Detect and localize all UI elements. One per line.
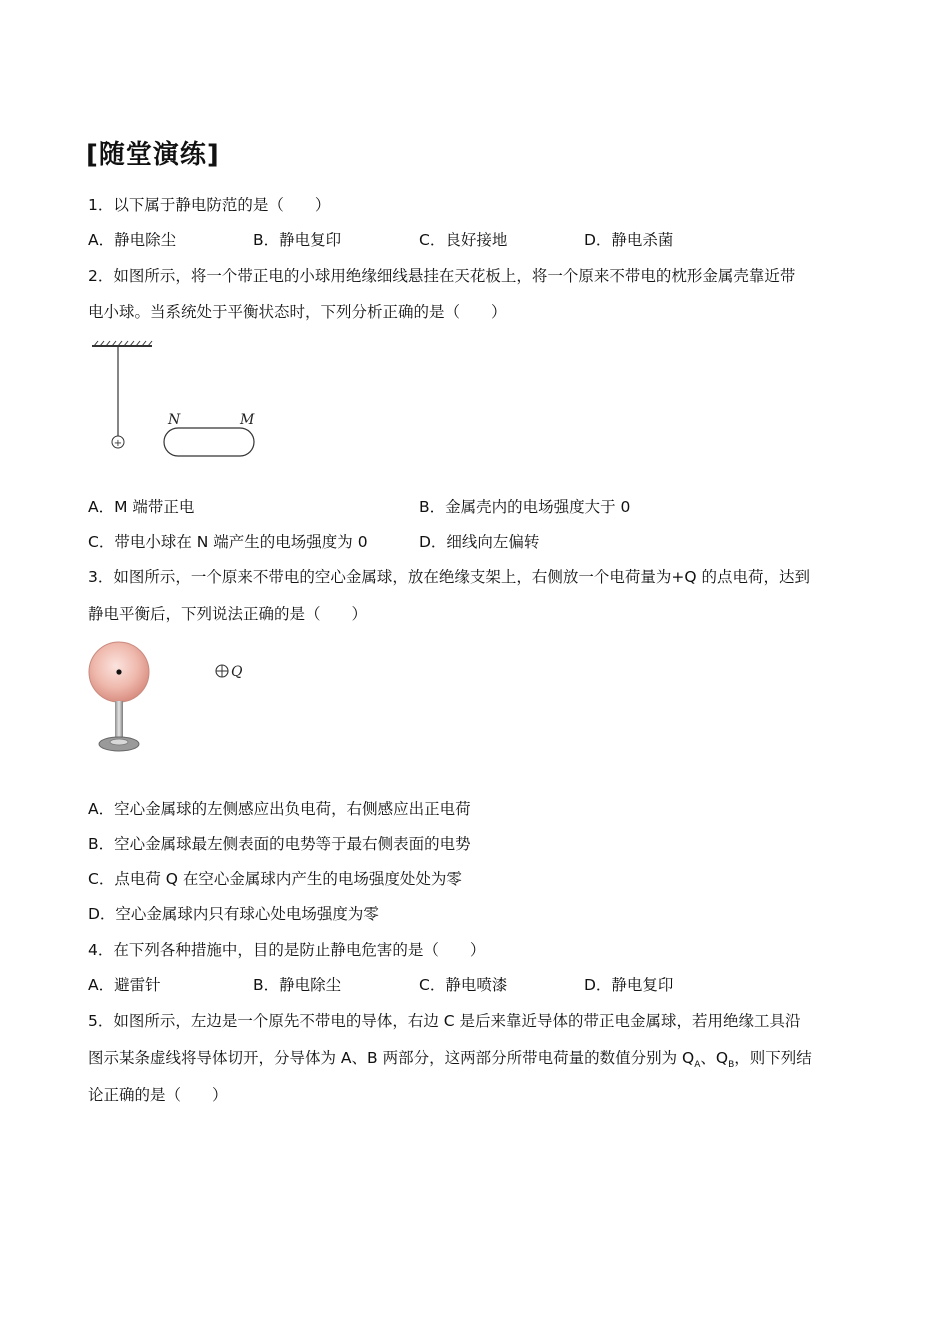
- q3-option-b: B．空心金属球最左侧表面的电势等于最右侧表面的电势: [88, 835, 471, 853]
- label-n: N: [168, 412, 181, 428]
- ceiling-hatch: [92, 341, 152, 346]
- q4-option-a: A．避雷针: [88, 976, 161, 994]
- q3-figure-hollow-sphere: [86, 638, 266, 760]
- q5-stem-line1: 5．如图所示，左边是一个原先不带电的导体，右边 C 是后来靠近导体的带正电金属球，若用绝缘工具沿: [88, 1012, 801, 1030]
- q2-option-a: A．M 端带正电: [88, 498, 195, 516]
- q3-stem-line1: 3．如图所示，一个原来不带电的空心金属球，放在绝缘支架上，右侧放一个电荷量为+Q 的点电荷，达到: [88, 568, 810, 586]
- q1-option-d: D．静电杀菌: [584, 231, 674, 249]
- svg-text:Q: Q: [231, 664, 243, 680]
- q2-figure-pendulum-and-shell: [88, 338, 268, 468]
- q3-stem-line2: 静电平衡后，下列说法正确的是（ ）: [88, 605, 368, 623]
- q4-option-c: C．静电喷漆: [419, 976, 508, 994]
- q1-option-a: A．静电除尘: [88, 231, 177, 249]
- section-title: [随堂演练]: [86, 140, 220, 170]
- sphere-center-dot: [116, 669, 121, 674]
- q4-stem: 4．在下列各种措施中，目的是防止静电危害的是（ ）: [88, 941, 486, 959]
- pillow-metal-shell: [164, 428, 254, 456]
- label-m: M: [240, 412, 255, 428]
- q2-option-c: C．带电小球在 N 端产生的电场强度为 0: [88, 533, 368, 551]
- q3-option-d: D．空心金属球内只有球心处电场强度为零: [88, 905, 379, 923]
- charged-ball: [112, 436, 124, 449]
- q3-option-c: C．点电荷 Q 在空心金属球内产生的电场强度处处为零: [88, 870, 462, 888]
- svg-text:+: +: [113, 438, 123, 449]
- q2-option-b: B．金属壳内的电场强度大于 0: [419, 498, 631, 516]
- q1-option-b: B．静电复印: [253, 231, 342, 249]
- q3-option-a: A．空心金属球的左侧感应出负电荷，右侧感应出正电荷: [88, 800, 471, 818]
- insulating-stand-rod: [115, 701, 123, 739]
- q1-option-c: C．良好接地: [419, 231, 508, 249]
- q5-stem-line3: 论正确的是（ ）: [88, 1086, 228, 1104]
- point-charge-q: [216, 664, 243, 680]
- q1-stem: 1．以下属于静电防范的是（ ）: [88, 196, 331, 214]
- q5-stem-line2: 图示某条虚线将导体切开，分导体为 A、B 两部分，这两部分所带电荷量的数值分别为 $Q_A$、$Q_B$，则下列结: [88, 1049, 812, 1071]
- q2-stem-line2: 电小球。当系统处于平衡状态时，下列分析正确的是（ ）: [88, 303, 507, 321]
- q2-stem-line1: 2．如图所示，将一个带正电的小球用绝缘细线悬挂在天花板上，将一个原来不带电的枕形金属壳靠近带: [88, 267, 796, 285]
- q4-option-d: D．静电复印: [584, 976, 674, 994]
- q4-option-b: B．静电除尘: [253, 976, 342, 994]
- q2-option-d: D．细线向左偏转: [419, 533, 540, 551]
